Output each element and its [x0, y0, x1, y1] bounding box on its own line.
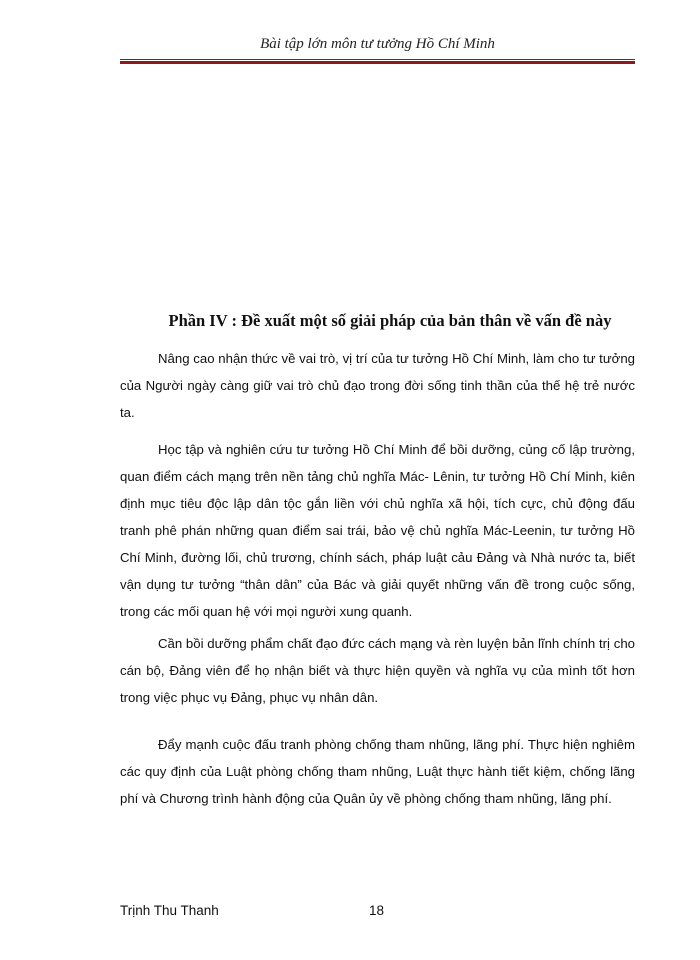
header-rule-thick — [120, 61, 635, 64]
paragraph-3: Cần bồi dưỡng phẩm chất đạo đức cách mạng và rèn luyện bản lĩnh chính trị cho cán bộ, Đảng viên để họ nhận biết và thực hiện quyền và nghĩa vụ của mình tốt hơn trong việc phục vụ Đảng, phục vụ nhân dân. — [120, 636, 635, 705]
header-title: Bài tập lớn môn tư tưởng Hồ Chí Minh — [260, 36, 495, 52]
paragraph-1: Nâng cao nhận thức về vai trò, vị trí của tư tưởng Hồ Chí Minh, làm cho tư tưởng của Người ngày càng giữ vai trò chủ đạo trong đời sống tinh thần của thế hệ trẻ nước ta. — [120, 351, 635, 420]
paragraph-2: Học tập và nghiên cứu tư tưởng Hồ Chí Minh để bồi dưỡng, củng cố lập trường, quan điểm cách mạng trên nền tảng chủ nghĩa Mác- Lênin, tư tưởng Hồ Chí Minh, kiên định mục tiêu độc lập dân tộc gắn liền với chủ nghĩa xã hội, tích cực, chủ động đấu tranh phê phán những quan điểm sai trái, bảo vệ chủ nghĩa Mác-Leenin, tư tưởng Hồ Chí Minh, đường lối, chủ trương, chính sách, pháp luật cảu Đảng và Nhà nước ta, biết vận dụng tư tưởng “thân dân” của Bác và giải quyết những vấn đề trong cuộc sống, trong các mối quan hệ với mọi người xung quanh. — [120, 442, 635, 619]
paragraph-4: Đẩy mạnh cuộc đấu tranh phòng chống tham nhũng, lãng phí. Thực hiện nghiêm các quy định của Luật phòng chống tham nhũng, Luật thực hành tiết kiệm, chống lãng phí và Chương trình hành động của Quân ủy về phòng chống tham nhũng, lãng phí. — [120, 737, 635, 806]
page-number: 18 — [369, 903, 385, 918]
section-heading: Phần IV : Đề xuất một số giải pháp của bản thân về vấn đề này — [168, 311, 612, 330]
header-rule-thin — [120, 59, 635, 60]
footer-author: Trịnh Thu Thanh — [120, 903, 219, 918]
